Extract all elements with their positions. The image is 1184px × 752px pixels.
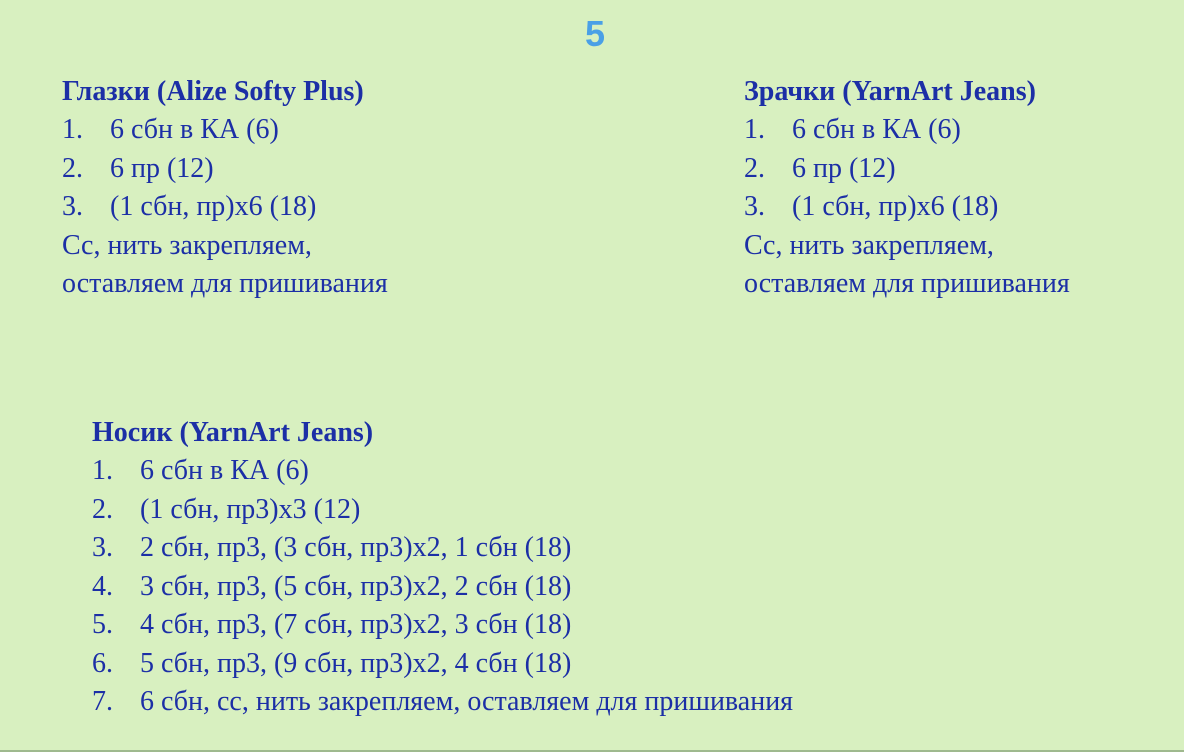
step-text: 6 пр (12) bbox=[792, 152, 896, 184]
section-title: Зрачки (YarnArt Jeans) bbox=[744, 76, 1036, 107]
section-nose bbox=[92, 414, 793, 722]
step-item bbox=[744, 111, 1070, 150]
step-item bbox=[744, 150, 1070, 189]
page-number: 5 bbox=[584, 13, 606, 54]
step-text: 4 сбн, пр3, (7 сбн, пр3)х2, 3 сбн (18) bbox=[140, 609, 572, 640]
step-number: 5. bbox=[92, 609, 113, 640]
step-text: (1 сбн, пр3)х3 (12) bbox=[140, 493, 361, 525]
step-number: 2. bbox=[92, 493, 113, 525]
step-text: 2 сбн, пр3, (3 сбн, пр3)х2, 1 сбн (18) bbox=[140, 532, 572, 563]
section-note: Сс, нить закрепляем, bbox=[62, 229, 312, 261]
section-title: Глазки (Alize Softy Plus) bbox=[62, 76, 364, 107]
section-eyes bbox=[62, 73, 388, 304]
step-text: 6 сбн в КА (6) bbox=[140, 455, 309, 486]
section-note: оставляем для пришивания bbox=[744, 268, 1070, 299]
step-item bbox=[92, 645, 793, 684]
step-item bbox=[92, 491, 793, 530]
section-note: оставляем для пришивания bbox=[62, 268, 388, 299]
step-number: 4. bbox=[92, 570, 113, 602]
step-item bbox=[92, 452, 793, 491]
step-number: 1. bbox=[62, 114, 83, 145]
step-text: 6 сбн в КА (6) bbox=[110, 114, 279, 145]
step-item bbox=[62, 188, 388, 227]
section-pupils bbox=[744, 73, 1070, 304]
step-list bbox=[92, 452, 793, 722]
step-number: 7. bbox=[92, 686, 113, 717]
step-item bbox=[92, 683, 793, 722]
step-number: 3. bbox=[744, 191, 765, 222]
step-number: 2. bbox=[744, 152, 765, 184]
step-item bbox=[92, 529, 793, 568]
step-item bbox=[92, 606, 793, 645]
step-item bbox=[62, 150, 388, 189]
step-text: 5 сбн, пр3, (9 сбн, пр3)х2, 4 сбн (18) bbox=[140, 647, 572, 679]
step-item bbox=[92, 568, 793, 607]
step-text: 3 сбн, пр3, (5 сбн, пр3)х2, 2 сбн (18) bbox=[140, 570, 572, 602]
step-number: 3. bbox=[62, 191, 83, 222]
step-number: 3. bbox=[92, 532, 113, 563]
step-text: (1 сбн, пр)х6 (18) bbox=[110, 191, 317, 222]
step-number: 2. bbox=[62, 152, 83, 184]
step-text: 6 сбн в КА (6) bbox=[792, 114, 961, 145]
step-text: (1 сбн, пр)х6 (18) bbox=[792, 191, 999, 222]
step-list bbox=[744, 111, 1070, 227]
step-text: 6 сбн, сс, нить закрепляем, оставляем для пришивания bbox=[140, 686, 794, 717]
step-list bbox=[62, 111, 388, 227]
step-number: 6. bbox=[92, 647, 113, 679]
step-item bbox=[62, 111, 388, 150]
step-text: 6 пр (12) bbox=[110, 152, 214, 184]
section-note: Сс, нить закрепляем, bbox=[744, 229, 994, 261]
step-number: 1. bbox=[92, 455, 113, 486]
step-item bbox=[744, 188, 1070, 227]
step-number: 1. bbox=[744, 114, 765, 145]
section-title: Носик (YarnArt Jeans) bbox=[92, 417, 374, 448]
